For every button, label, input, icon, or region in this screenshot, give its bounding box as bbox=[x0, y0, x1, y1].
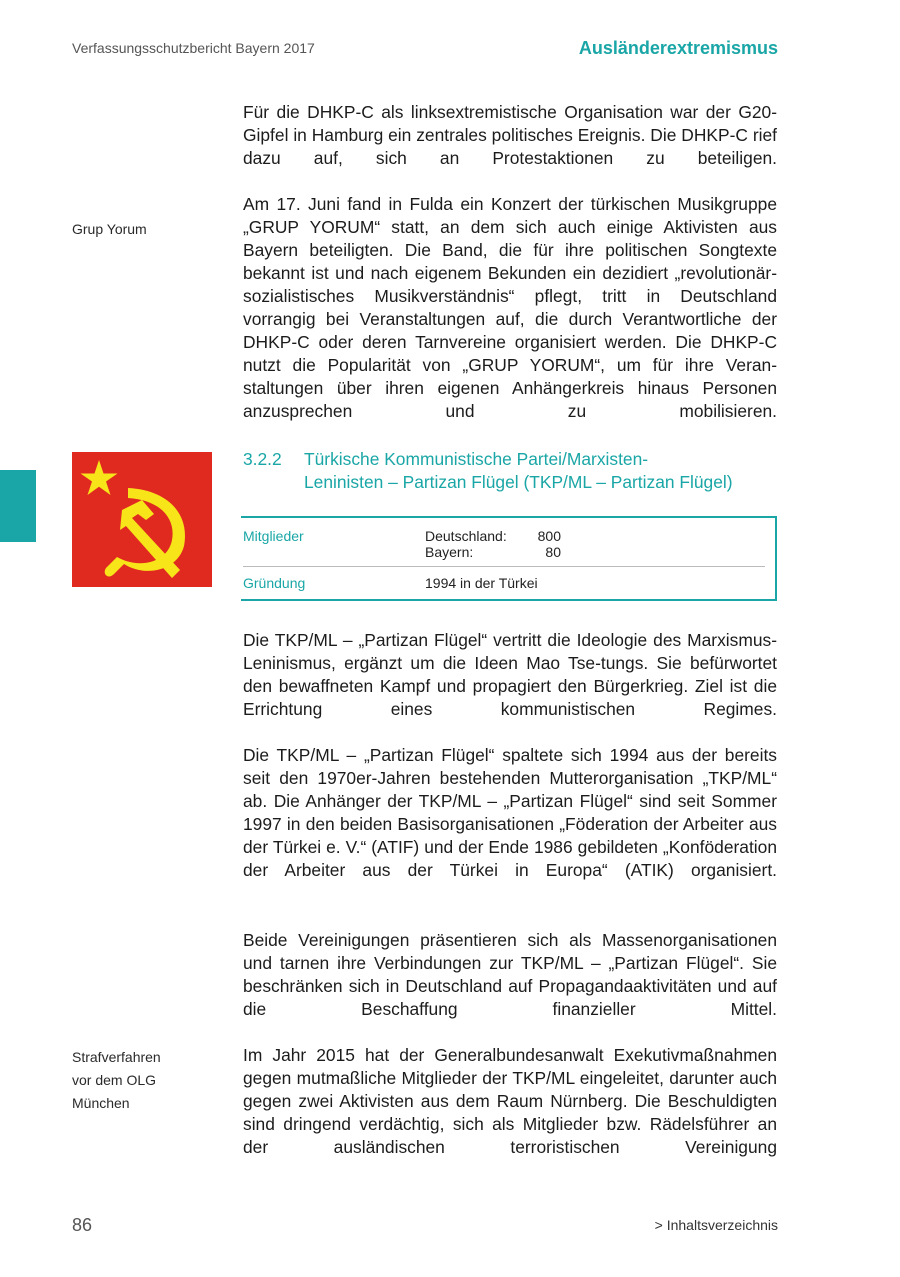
founding-label: Gründung bbox=[243, 575, 306, 591]
margin-note-grup-yorum: Grup Yorum bbox=[72, 221, 147, 237]
section-number: 3.2.2 bbox=[243, 449, 282, 469]
table-of-contents-link[interactable]: > Inhaltsverzeichnis bbox=[654, 1217, 778, 1233]
margin-note-line: vor dem OLG bbox=[72, 1072, 157, 1088]
section-title-line2: Leninisten – Partizan Flügel (TKP/ML – Partizan Flügel) bbox=[304, 472, 733, 492]
paragraph-dhkpc-g20: Für die DHKP-C als linksextremistische Organisation war der G20-Gipfel in Hamburg ein zentrales politisches Ereignis. Die DHKP-C rief dazu auf, sich an Protestaktionen zu beteiligen. bbox=[243, 102, 777, 168]
paragraph-prosecution: Im Jahr 2015 hat der Generalbundesanwalt Exekutivmaßnahmen gegen mutmaßliche Mitglieder der TKP/ML eingeleitet, darunter auch gegen zwei Aktivisten aus dem Raum Nürnberg. Die Beschuldigten sind dringend verdächtig, sich als Mitglieder bzw. Rädelsführer an der ausländischen terroristischen Vereinigung bbox=[243, 1045, 777, 1157]
section-heading-text bbox=[304, 448, 784, 494]
chapter-tab-marker bbox=[0, 470, 36, 542]
members-values bbox=[425, 528, 561, 560]
members-label: Mitglieder bbox=[243, 528, 304, 544]
founding-value: 1994 in der Türkei bbox=[425, 575, 538, 591]
organisation-infobox bbox=[241, 516, 777, 601]
running-header: Verfassungsschutzbericht Bayern 2017 bbox=[72, 40, 315, 56]
bavaria-label: Bayern: bbox=[425, 544, 474, 560]
paragraph-split-history: Die TKP/ML – „Partizan Flügel“ spaltete sich 1994 aus der bereits seit den 1970er-Jahren bestehenden Mutterorganisation „TKP/ML“ ab. Die Anhänger der TKP/ML – „Partizan Flügel“ sind seit Sommer 1997 in den beiden Basisorganisationen „Föderation der Arbeiter aus der Türkei e. V.“ (ATIF) und der Ende 1986 gebildeten „Konföderation der Arbeiter aus der Türkei in Europa“ (ATIK) organisiert. bbox=[243, 745, 777, 880]
germany-label: Deutschland: bbox=[425, 528, 507, 544]
germany-value: 800 bbox=[537, 528, 561, 544]
margin-note-strafverfahren bbox=[72, 1046, 161, 1115]
paragraph-mass-organisations: Beide Vereinigungen präsentieren sich als Massenorganisationen und tarnen ihre Verbindungen zur TKP/ML – „Partizan Flügel“. Sie beschränken sich in Deutschland auf Propagandaaktivitäten und auf die Beschaffung finanzieller Mittel. bbox=[243, 930, 777, 1019]
page-number: 86 bbox=[72, 1215, 93, 1235]
hammer-sickle-flag-image bbox=[72, 452, 212, 587]
margin-note-line: Strafverfahren bbox=[72, 1049, 161, 1065]
section-title-line1: Türkische Kommunistische Partei/Marxisten- bbox=[304, 449, 649, 469]
infobox-divider bbox=[243, 566, 765, 567]
bavaria-value: 80 bbox=[545, 544, 561, 560]
section-title: Ausländerextremismus bbox=[578, 38, 778, 58]
paragraph-ideology: Die TKP/ML – „Partizan Flügel“ vertritt die Ideologie des Marxismus-Leninismus, ergänzt um die Ideen Mao Tse-tungs. Sie befürwortet den bewaffneten Kampf und propagiert den Bürgerkrieg. Ziel ist die Errichtung eines kommunistischen Regimes. bbox=[243, 630, 777, 719]
paragraph-grup-yorum: Am 17. Juni fand in Fulda ein Konzert der türkischen Musikgruppe „GRUP YORUM“ statt, an dem sich auch einige Aktivisten aus Bayern beteiligten. Die Band, die für ihre politischen Songtexte bekannt ist und nach eigenem Bekunden ein dezidiert „revolutionär-sozialistisches Musikverständnis“ pflegt, tritt in Deutschland vorrangig bei Veranstaltungen auf, die durch Verantwortliche der DHKP-C oder deren Tarnvereine organisiert werden. Die DHKP-C nutzt die Popularität von „GRUP YORUM“, um für ihre Veranstaltungen über ihren eigenen Anhängerkreis hinaus Personen anzusprechen und zu mobilisieren. bbox=[243, 194, 777, 421]
margin-note-line: München bbox=[72, 1095, 130, 1111]
